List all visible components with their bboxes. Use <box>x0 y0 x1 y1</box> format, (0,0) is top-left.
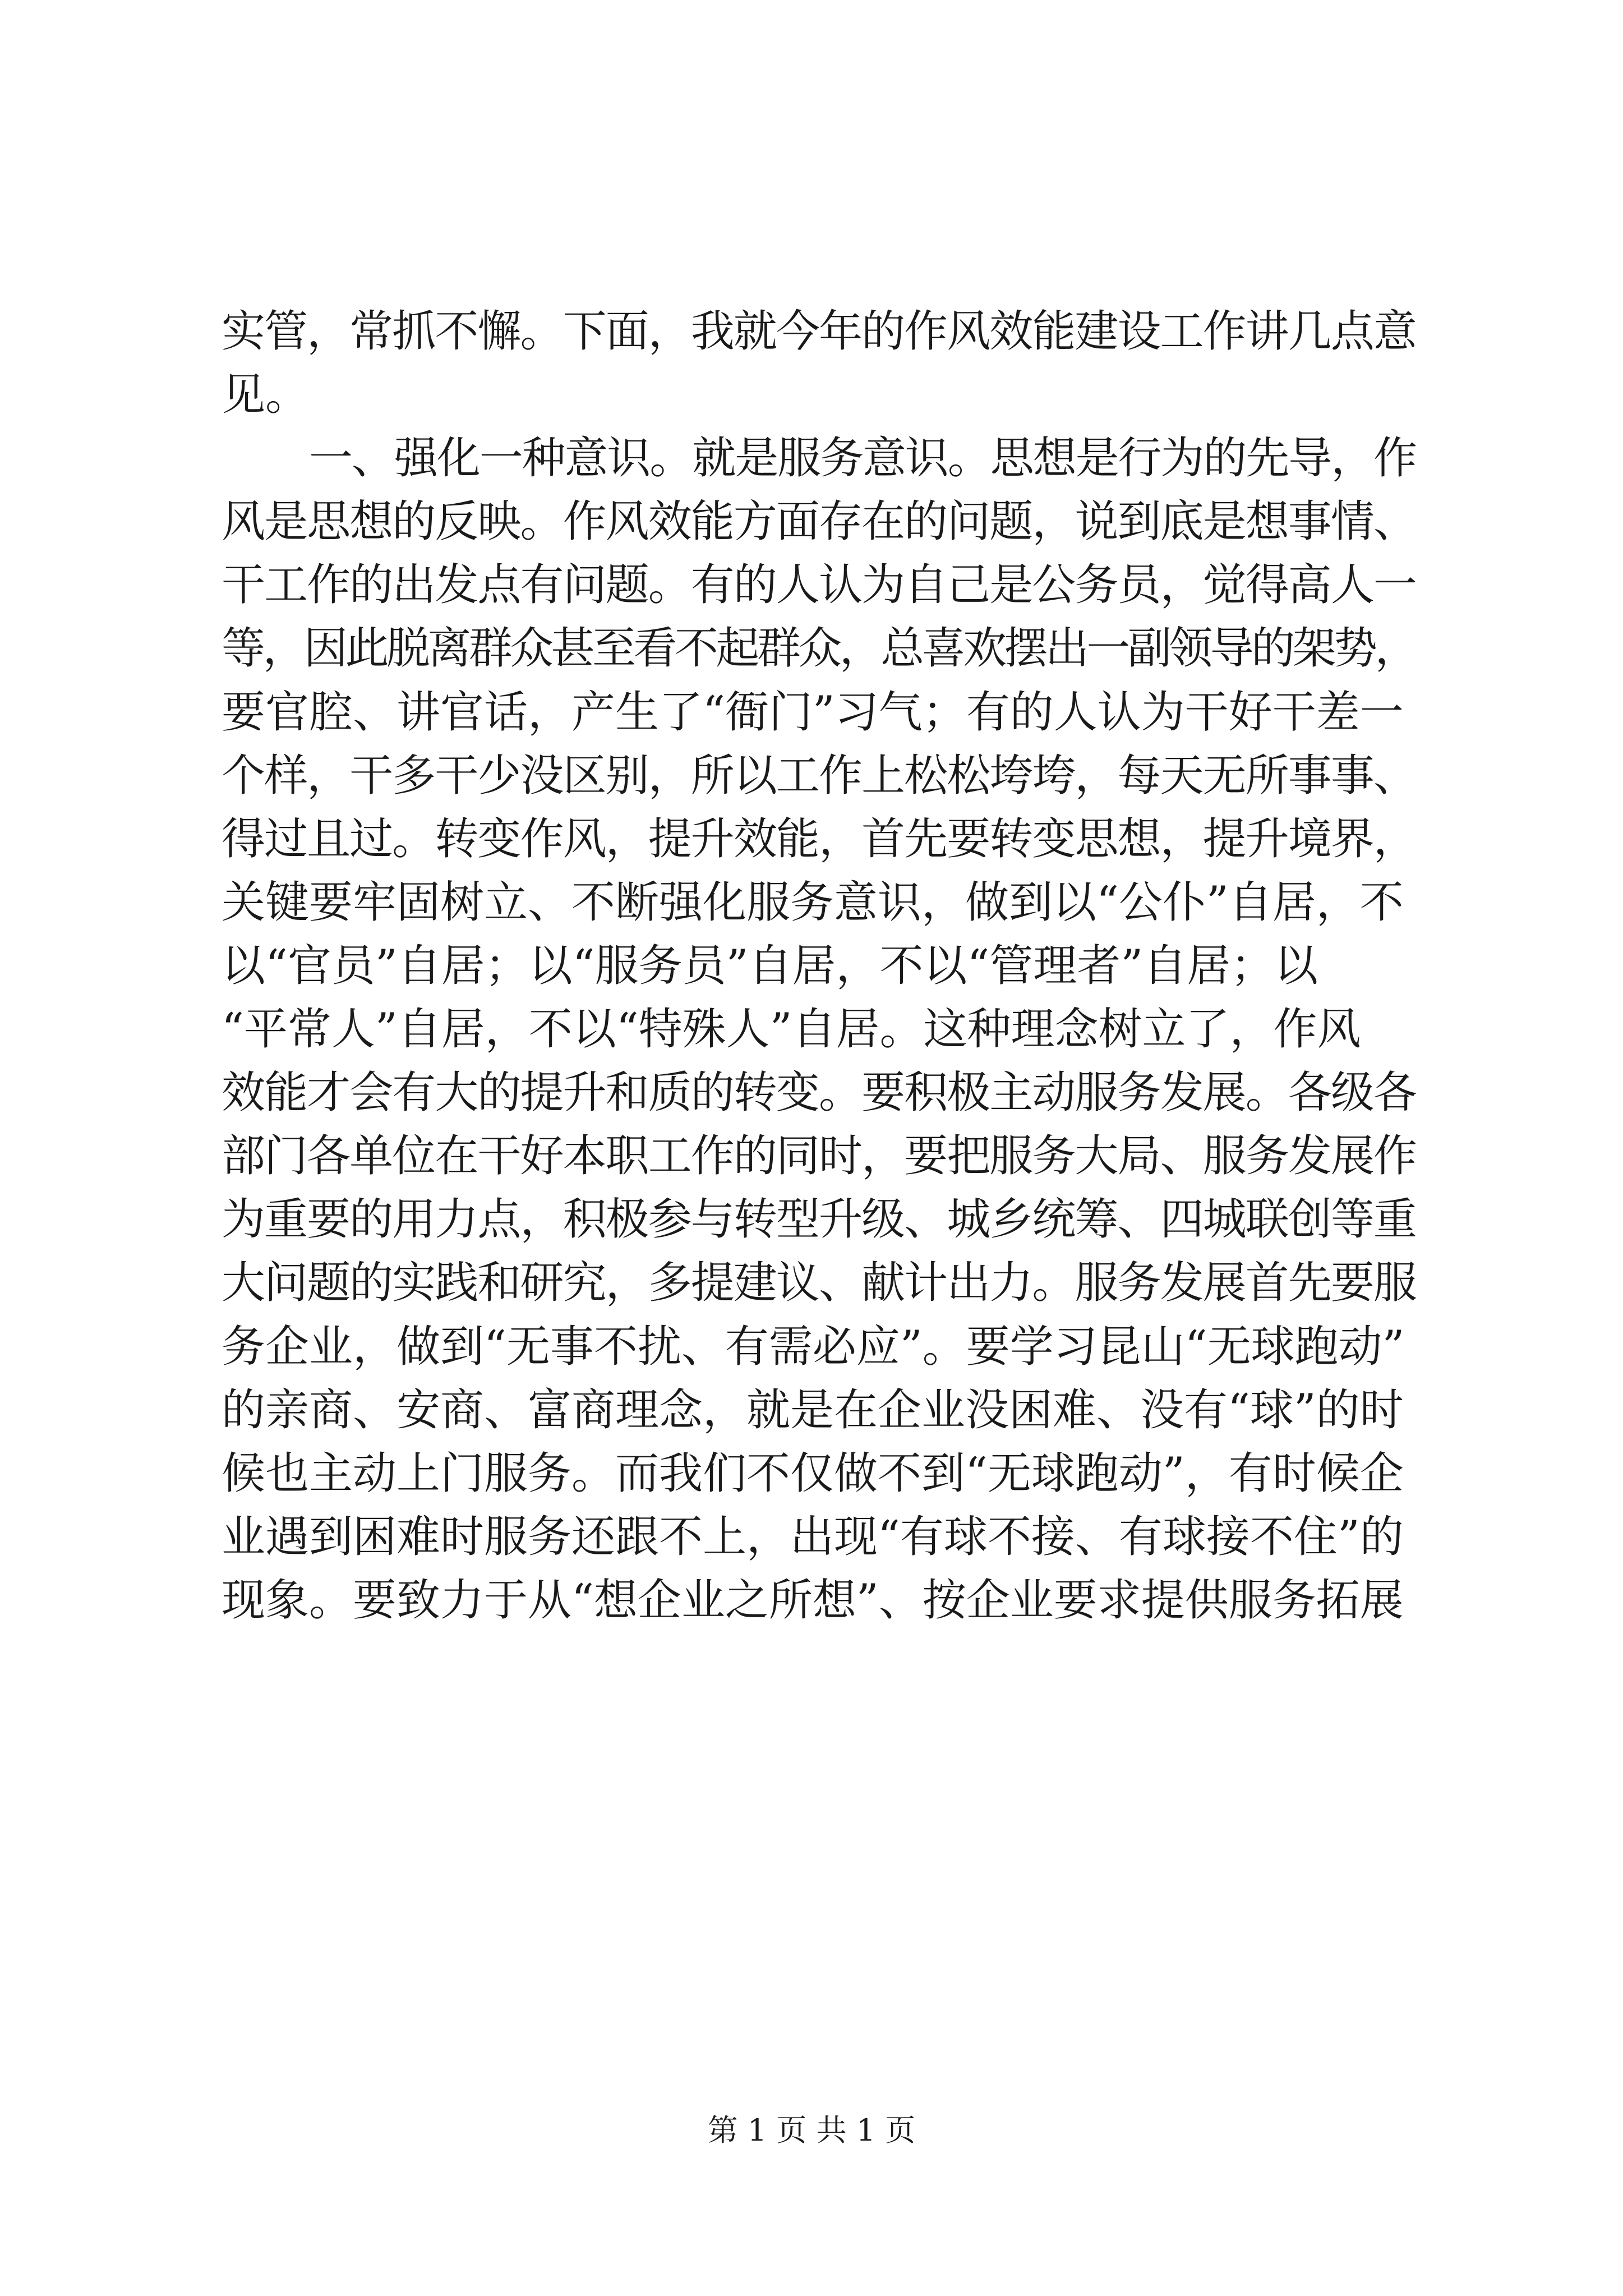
page-footer <box>0 2106 1623 2150</box>
text-line: 要官腔、讲官话，产生了“衙门”习气；有的人认为干好干差一 <box>222 687 1404 738</box>
text-line: 等，因此脱离群众甚至看不起群众，总喜欢摆出一副领导的架势， <box>222 623 1417 674</box>
text-line: 业遇到困难时服务还跟不上，出现“有球不接、有球接不住”的 <box>222 1511 1404 1562</box>
text-line: 部门各单位在干好本职工作的同时，要把服务大局、服务发展作 <box>222 1131 1417 1182</box>
document-body <box>222 300 1416 1632</box>
text-line: 大问题的实践和研究，多提建议、献计出力。服务发展首先要服 <box>222 1258 1417 1309</box>
text-line: “平常人”自居，不以“特殊人”自居。这种理念树立了，作风 <box>222 1004 1361 1055</box>
text-line: 个样，干多干少没区别，所以工作上松松垮垮，每天无所事事、 <box>222 750 1417 801</box>
text-line: 务企业，做到“无事不扰、有需必应”。要学习昆山“无球跑动” <box>222 1321 1405 1372</box>
text-line: 一、强化一种意识。就是服务意识。思想是行为的先导，作 <box>309 433 1417 484</box>
text-line: 的亲商、安商、富商理念，就是在企业没困难、没有“球”的时 <box>222 1384 1404 1435</box>
text-line: 现象。要致力于从“想企业之所想”、按企业要求提供服务拓展 <box>222 1575 1404 1626</box>
text-line: 以“官员”自居；以“服务员”自居，不以“管理者”自居；以 <box>222 940 1318 991</box>
text-line: 候也主动上门服务。而我们不仅做不到“无球跑动”，有时候企 <box>222 1448 1404 1499</box>
text-line: 风是思想的反映。作风效能方面存在的问题，说到底是想事情、 <box>222 496 1417 547</box>
text-line: 效能才会有大的提升和质的转变。要积极主动服务发展。各级各 <box>222 1068 1417 1119</box>
text-line: 干工作的出发点有问题。有的人认为自己是公务员，觉得高人一 <box>222 560 1417 611</box>
text-line: 为重要的用力点，积极参与转型升级、城乡统筹、四城联创等重 <box>222 1194 1417 1245</box>
page-number: 第 1 页 共 1 页 <box>707 2113 916 2148</box>
text-line: 得过且过。转变作风，提升效能，首先要转变思想，提升境界， <box>222 813 1417 864</box>
text-line: 关键要牢固树立、不断强化服务意识，做到以“公仆”自居，不 <box>222 877 1404 928</box>
text-line: 实管，常抓不懈。下面，我就今年的作风效能建设工作讲几点意 <box>222 306 1417 357</box>
paragraph <box>222 300 1416 427</box>
text-line: 见。 <box>222 370 310 421</box>
paragraph <box>222 427 1416 1632</box>
